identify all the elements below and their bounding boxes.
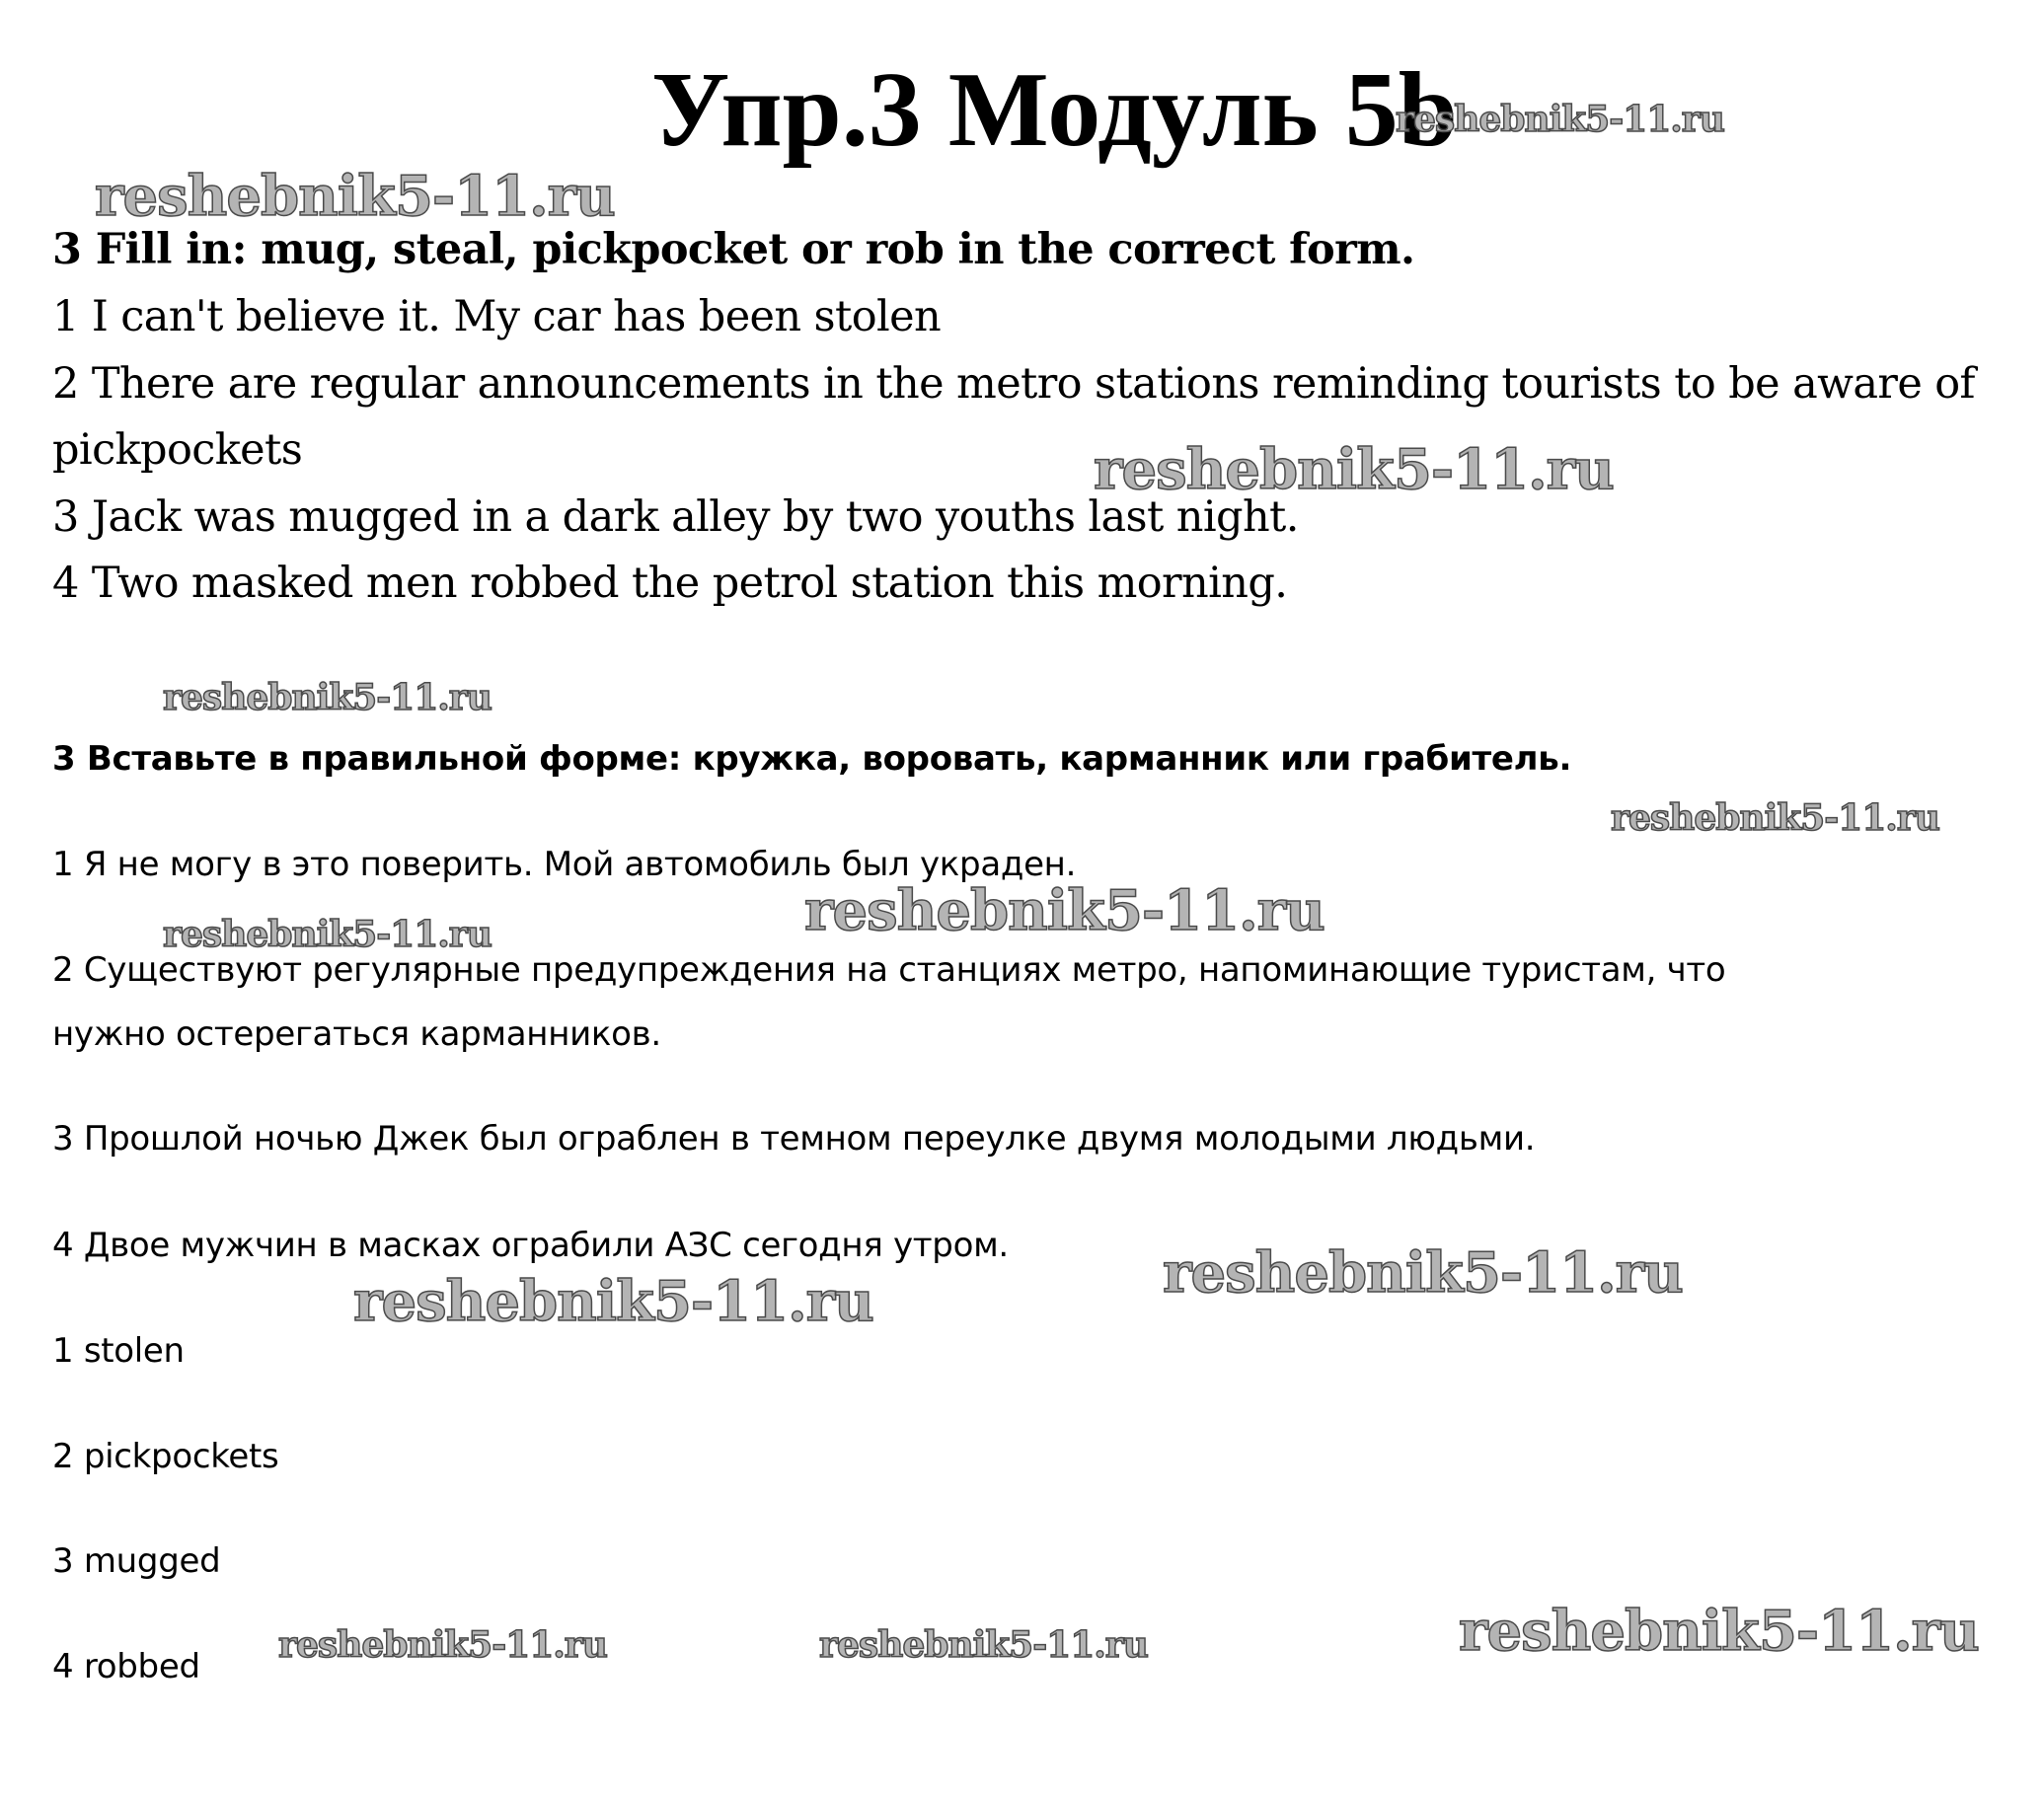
russian-line-4: 4 Двое мужчин в масках ограбили АЗС сегодня утром. [52, 1226, 1009, 1265]
watermark-logo: reshebnik5-11.ru [804, 878, 1325, 943]
watermark-logo: reshebnik5-11.ru [1163, 1240, 1683, 1306]
page-title: Упр.3 Модуль 5b [651, 51, 1458, 169]
english-line-4: 4 Two masked men robbed the petrol station this morning. [52, 559, 1288, 608]
answer-2: 2 pickpockets [52, 1437, 279, 1476]
english-line-1: 1 I can't believe it. My car has been stolen [52, 292, 942, 341]
watermark-logo: reshebnik5-11.ru [353, 1269, 873, 1334]
watermark-logo: reshebnik5-11.ru [1094, 437, 1614, 502]
answer-4: 4 robbed [52, 1647, 200, 1686]
watermark-logo: reshebnik5-11.ru [163, 914, 492, 955]
russian-line-3: 3 Прошлой ночью Джек был ограблен в темном переулке двумя молодыми людьми. [52, 1119, 1536, 1159]
english-line-2: 2 There are regular announcements in the metro stations reminding tourists to be aware of [52, 359, 1975, 409]
english-line-3: 3 Jack was mugged in a dark alley by two youths last night. [52, 492, 1299, 542]
watermark-logo: reshebnik5-11.ru [1459, 1599, 1979, 1664]
russian-line-2: 2 Существуют регулярные предупреждения на станциях метро, напоминающие туристам, что [52, 950, 1726, 990]
watermark-logo: reshebnik5-11.ru [95, 164, 615, 229]
watermark-logo: reshebnik5-11.ru [163, 677, 492, 718]
watermark-logo: reshebnik5-11.ru [1396, 99, 1724, 140]
english-task-heading: 3 Fill in: mug, steal, pickpocket or rob in the correct form. [52, 225, 1415, 274]
watermark-logo: reshebnik5-11.ru [1611, 797, 1939, 839]
watermark-logo: reshebnik5-11.ru [819, 1624, 1148, 1666]
watermark-logo: reshebnik5-11.ru [278, 1624, 607, 1666]
russian-task-heading: 3 Вставьте в правильной форме: кружка, воровать, карманник или грабитель. [52, 739, 1572, 779]
russian-line-1: 1 Я не могу в это поверить. Мой автомобиль был украден. [52, 845, 1077, 884]
russian-line-2-continuation: нужно остерегаться карманников. [52, 1014, 661, 1054]
answer-1: 1 stolen [52, 1331, 185, 1371]
answer-3: 3 mugged [52, 1541, 221, 1581]
english-line-2-continuation: pickpockets [52, 425, 303, 475]
